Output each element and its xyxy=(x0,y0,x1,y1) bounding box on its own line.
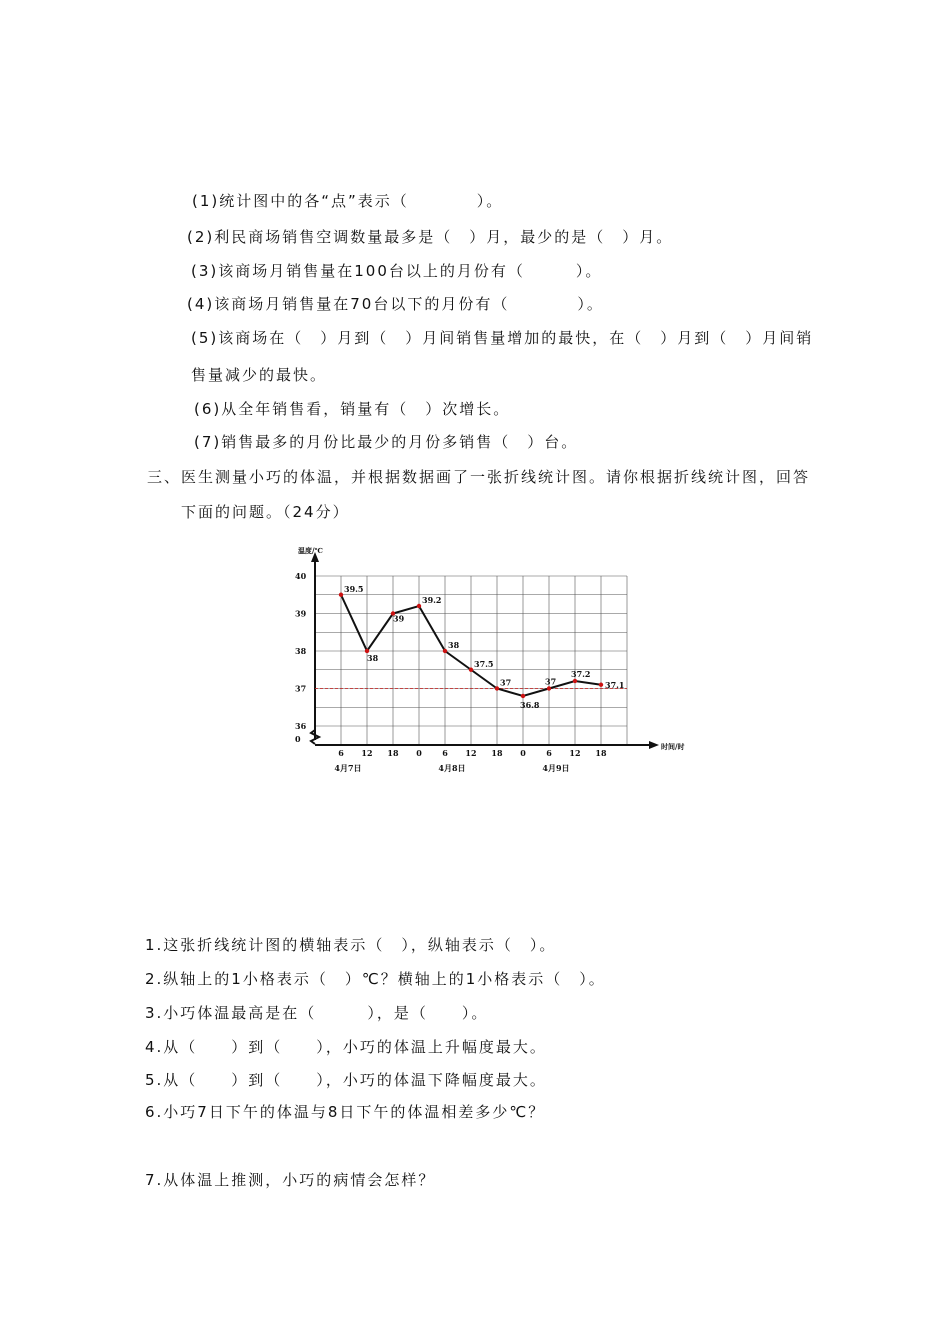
data-label: 37 xyxy=(545,676,557,687)
part2-question-3: (3)该商场月销售量在100台以上的月份有（ ）。 xyxy=(191,262,603,280)
y-tick-label: 36 xyxy=(295,721,307,731)
x-axis-arrow xyxy=(649,741,659,749)
x-tick-label: 18 xyxy=(491,748,503,758)
x-tick-label: 0 xyxy=(520,748,526,758)
data-point xyxy=(599,683,603,687)
chart-grid xyxy=(315,576,627,745)
data-point xyxy=(469,668,473,672)
data-label: 39.2 xyxy=(422,595,442,605)
x-tick-label: 6 xyxy=(546,748,552,758)
part2-question-1: (1)统计图中的各“点”表示（ ）。 xyxy=(192,192,504,210)
part2-question-6: (6)从全年销售看，销量有（ ）次增长。 xyxy=(194,400,511,418)
part2-question-4: (4)该商场月销售量在70台以下的月份有（ ）。 xyxy=(187,295,604,313)
part2-question-5-cont: 售量减少的最快。 xyxy=(191,366,328,384)
part3-question-6: 6.小巧7日下午的体温与8日下午的体温相差多少℃？ xyxy=(145,1103,546,1121)
data-label: 37 xyxy=(500,677,512,688)
y-tick-label: 39 xyxy=(295,608,307,619)
y-tick-label: 37 xyxy=(295,683,307,694)
x-tick-label: 0 xyxy=(416,748,422,758)
part3-question-7: 7.从体温上推测，小巧的病情会怎样？ xyxy=(145,1171,436,1189)
x-tick-label: 6 xyxy=(442,748,448,758)
data-label: 38 xyxy=(448,640,460,650)
part3-question-1: 1.这张折线统计图的横轴表示（ ），纵轴表示（ ）。 xyxy=(145,936,557,954)
day-label: 4月8日 xyxy=(438,763,466,773)
day-label: 4月7日 xyxy=(334,763,362,773)
part2-question-7: (7)销售最多的月份比最少的月份多销售（ ）台。 xyxy=(194,433,579,451)
data-point xyxy=(443,649,447,653)
data-label: 37.1 xyxy=(605,679,625,690)
temperature-line-chart xyxy=(288,540,688,780)
x-axis-label: 时间/时 xyxy=(661,742,685,751)
x-tick-label: 12 xyxy=(465,748,477,758)
data-point xyxy=(521,694,525,698)
part3-question-3: 3.小巧体温最高是在（ ），是（ ）。 xyxy=(145,1004,489,1022)
x-tick-label: 12 xyxy=(569,748,581,758)
y-tick-label: 0 xyxy=(295,734,301,744)
part2-question-2: (2)利民商场销售空调数量最多是（ ）月，最少的是（ ）月。 xyxy=(187,228,674,246)
x-tick-label: 6 xyxy=(338,748,344,758)
y-tick-label: 40 xyxy=(295,571,307,581)
part3-question-5: 5.从（ ）到（ ），小巧的体温下降幅度最大。 xyxy=(145,1071,547,1089)
x-tick-label: 18 xyxy=(387,748,399,758)
data-label: 37.2 xyxy=(571,669,591,679)
data-label: 39.5 xyxy=(344,583,364,594)
day-label: 4月9日 xyxy=(542,763,570,773)
data-label: 39 xyxy=(393,613,405,624)
data-label: 38 xyxy=(367,653,379,663)
section3-heading: 三、医生测量小巧的体温，并根据数据画了一张折线统计图。请你根据折线统计图，回答 xyxy=(147,468,811,486)
part2-question-5: (5)该商场在（ ）月到（ ）月间销售量增加的最快，在（ ）月到（ ）月间销 xyxy=(191,329,814,347)
x-tick-label: 18 xyxy=(595,748,607,758)
data-point xyxy=(547,686,551,690)
y-tick-label: 38 xyxy=(295,646,307,656)
section3-heading-cont: 下面的问题。（24分） xyxy=(181,503,350,521)
data-label: 37.5 xyxy=(474,658,494,669)
data-point xyxy=(417,604,421,608)
data-label: 36.8 xyxy=(520,700,540,710)
data-point xyxy=(339,593,343,597)
part3-question-2: 2.纵轴上的1小格表示（ ）℃？横轴上的1小格表示（ ）。 xyxy=(145,970,606,988)
data-point xyxy=(573,679,577,683)
data-point xyxy=(495,686,499,690)
x-tick-label: 12 xyxy=(361,748,373,758)
y-axis-label: 温度/℃ xyxy=(298,546,323,555)
part3-question-4: 4.从（ ）到（ ），小巧的体温上升幅度最大。 xyxy=(145,1038,547,1056)
